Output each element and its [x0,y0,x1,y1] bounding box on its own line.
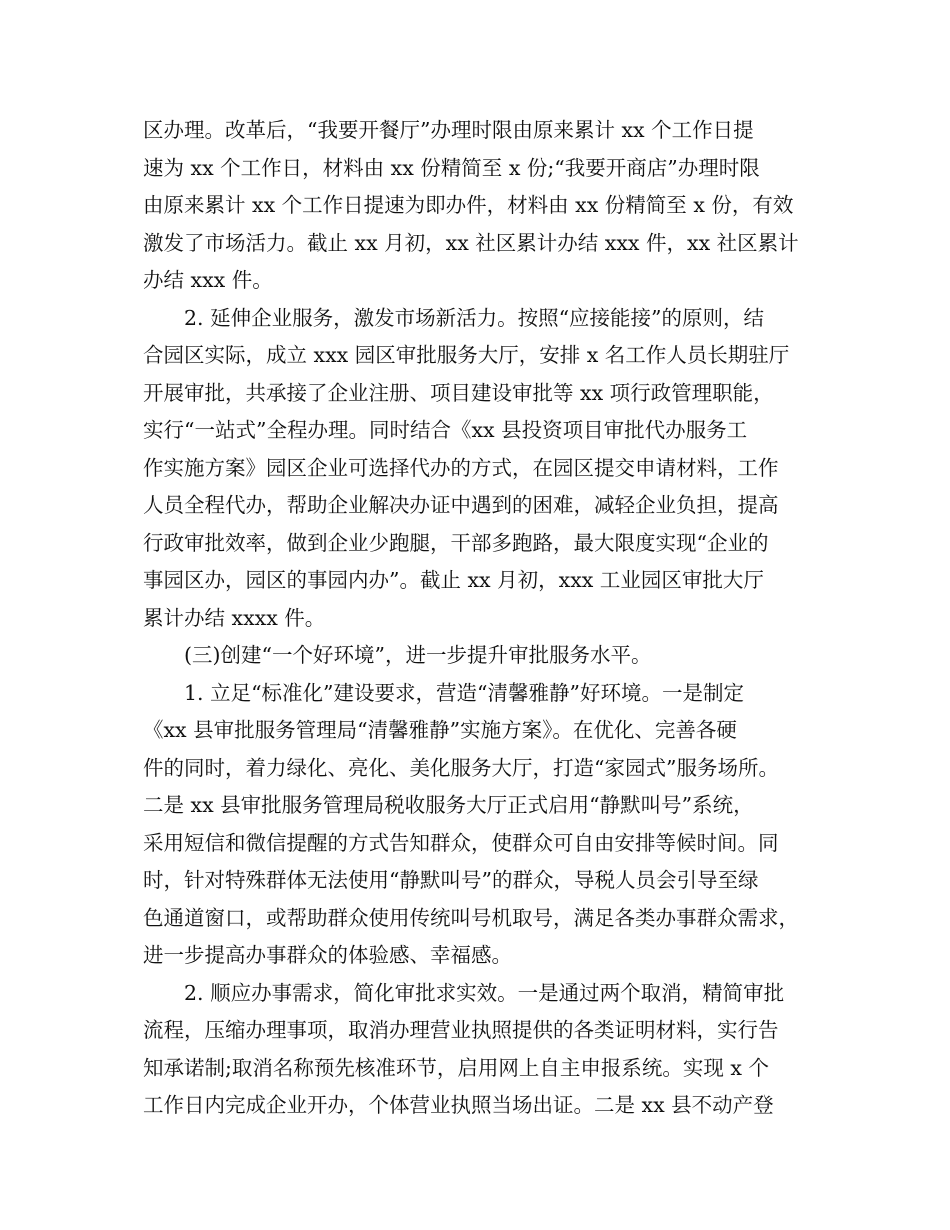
text-line: 办结 xxx 件。 [143,268,273,292]
text-line: 区办理。改革后，“我要开餐厅”办理时限由原来累计 xx 个工作日提 [143,118,754,142]
text-line: 开展审批，共承接了企业注册、项目建设审批等 xx 项行政管理职能， [143,380,774,405]
text-line: 人员全程代办，帮助企业解决办证中遇到的困难，减轻企业负担，提高 [143,493,779,517]
document-body [143,112,823,1125]
text-line: 速为 xx 个工作日，材料由 xx 份精简至 x 份;“我要开商店”办理时限 [143,155,760,180]
text-line: 《xx 县审批服务管理局“清馨雅静”实施方案》。在优化、完善各硬 [143,718,737,742]
paragraph-heading-line: 2. 延伸企业服务，激发市场新活力。按照“应接能接”的原则，结 [143,305,765,330]
text-line: 时，针对特殊群体无法使用“静默叫号”的群众，导税人员会引导至绿 [143,868,759,892]
text-line: 知承诺制;取消名称预先核准环节，启用网上自主申报系统。实现 x 个 [143,1055,769,1080]
text-line: 由原来累计 xx 个工作日提速为即办件，材料由 xx 份精简至 x 份，有效 [143,193,794,217]
paragraph-heading-line: 2. 顺应办事需求，简化审批求实效。一是通过两个取消，精简审批 [143,980,785,1005]
text-line: 采用短信和微信提醒的方式告知群众，使群众可自由安排等候时间。同 [143,830,779,855]
text-line: 件的同时，着力绿化、亮化、美化服务大厅，打造“家园式”服务场所。 [143,755,779,780]
text-line: 累计办结 xxxx 件。 [143,605,326,630]
text-line: 实行“一站式”全程办理。同时结合《xx 县投资项目审批代办服务工 [143,418,748,442]
text-line: 事园区办，园区的事园内办”。截止 xx 月初，xxx 工业园区审批大厅 [143,568,764,592]
paragraph-heading-line: 1. 立足“标准化”建设要求，营造“清馨雅静”好环境。一是制定 [143,680,744,705]
text-line: 作实施方案》园区企业可选择代办的方式，在园区提交申请材料，工作 [143,455,779,480]
text-line: 激发了市场活力。截止 xx 月初，xx 社区累计办结 xxx 件，xx 社区累计 [143,230,799,255]
text-line: 二是 xx 县审批服务管理局税收服务大厅正式启用“静默叫号”系统， [143,793,754,817]
text-line: 流程，压缩办理事项，取消办理营业执照提供的各类证明材料，实行告 [143,1018,779,1042]
section-heading-line: (三)创建“一个好环境”，进一步提升审批服务水平。 [143,643,652,667]
text-line: 色通道窗口，或帮助群众使用传统叫号机取号，满足各类办事群众需求， [143,905,799,930]
text-line: 合园区实际，成立 xxx 园区审批服务大厅，安排 x 名工作人员长期驻厅 [143,343,790,367]
text-line: 行政审批效率，做到企业少跑腿，干部多跑路，最大限度实现“企业的 [143,530,769,555]
text-line: 进一步提高办事群众的体验感、幸福感。 [143,943,512,967]
text-line: 工作日内完成企业开办，个体营业执照当场出证。二是 xx 县不动产登 [143,1093,774,1117]
